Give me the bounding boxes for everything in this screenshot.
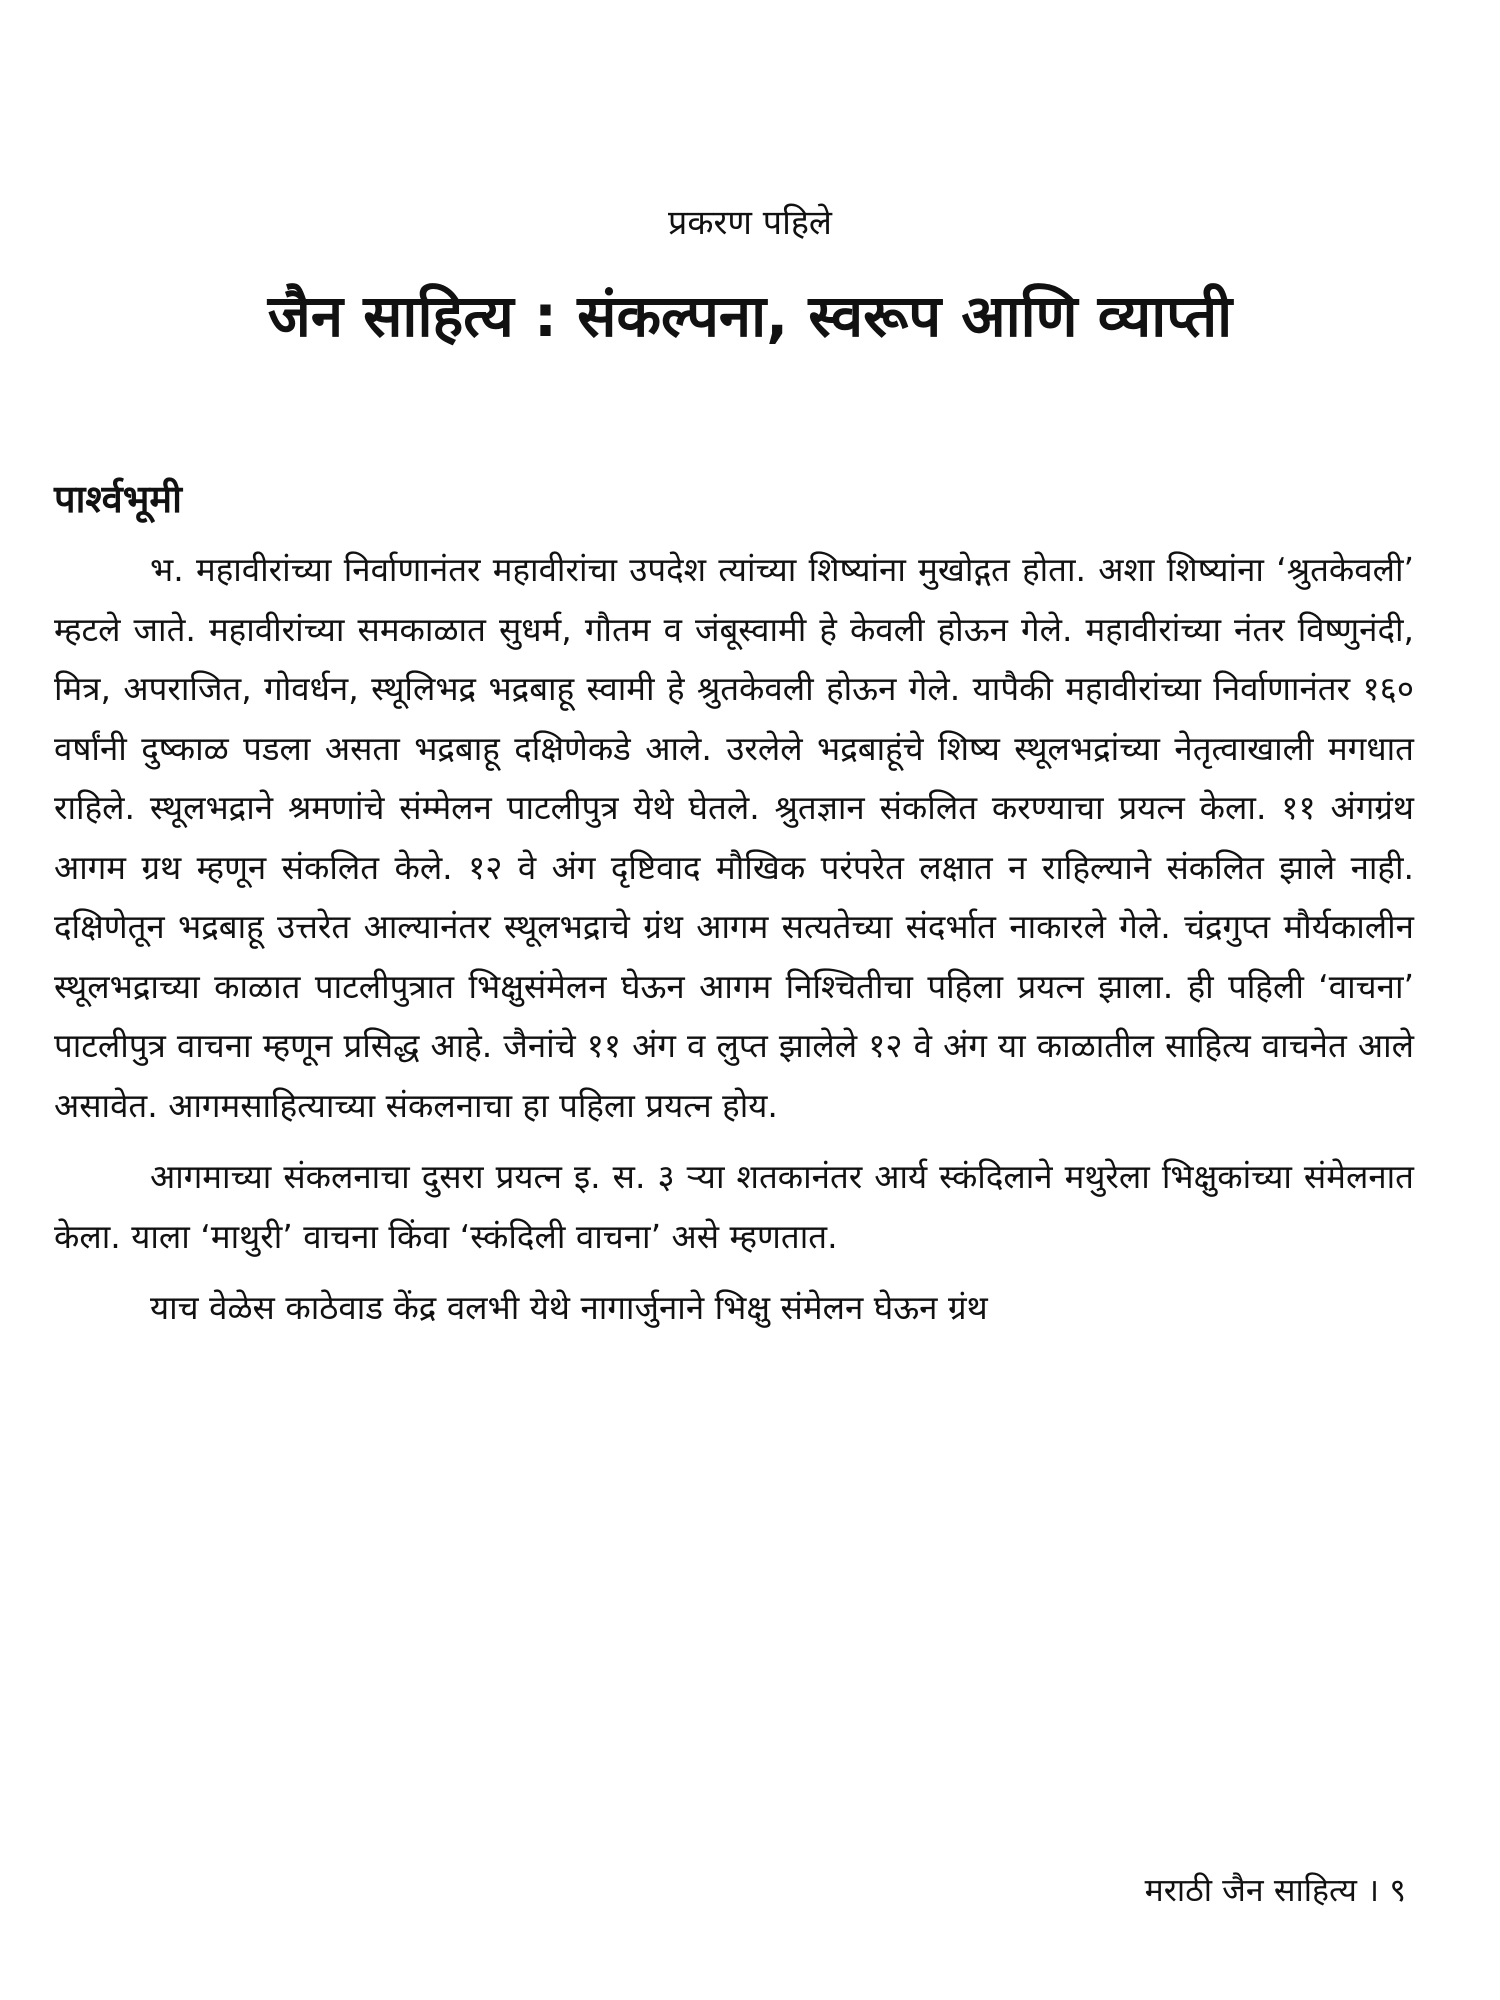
chapter-title: जैन साहित्य : संकल्पना, स्वरूप आणि व्याप्ती (267, 282, 1233, 350)
body-text (54, 540, 1414, 1338)
paragraph-1: भ. महावीरांच्या निर्वाणानंतर महावीरांचा उपदेश त्यांच्या शिष्यांना मुखोद्गत होता. अशा शिष्यांना ‘श्रुतकेवली’ म्हटले जाते. महावीरांच्या समकाळात सुधर्म, गौतम व जंबूस्वामी हे केवली होऊन गेले. महावीरांच्या नंतर विष्णुनंदी, मित्र, अपराजित, गोवर्धन, स्थूलिभद्र भद्रबाहू स्वामी हे श्रुतकेवली होऊन गेले. यापैकी महावीरांच्या निर्वाणानंतर १६० वर्षांनी दुष्काळ पडला असता भद्रबाहू दक्षिणेकडे आले. उरलेले भद्रबाहूंचे शिष्य स्थूलभद्रांच्या नेतृत्वाखाली मगधात राहिले. स्थूलभद्राने श्रमणांचे संम्मेलन पाटलीपुत्र येथे घेतले. श्रुतज्ञान संकलित करण्याचा प्रयत्न केला. ११ अंगग्रंथ आगम ग्रथ म्हणून संकलित केले. १२ वे अंग दृष्टिवाद मौखिक परंपरेत लक्षात न राहिल्याने संकलित झाले नाही. दक्षिणेतून भद्रबाहू उत्तरेत आल्यानंतर स्थूलभद्राचे ग्रंथ आगम सत्यतेच्या संदर्भात नाकारले गेले. चंद्रगुप्त मौर्यकालीन स्थूलभद्राच्या काळात पाटलीपुत्रात भिक्षुसंमेलन घेऊन आगम निश्चितीचा पहिला प्रयत्न झाला. ही पहिली ‘वाचना’ पाटलीपुत्र वाचना म्हणून प्रसिद्ध आहे. जैनांचे ११ अंग व लुप्त झालेले १२ वे अंग या काळातील साहित्य वाचनेत आले असावेत. आगमसाहित्याच्या संकलनाचा हा पहिला प्रयत्न होय. (54, 550, 1414, 1125)
chapter-label: प्रकरण पहिले (668, 203, 832, 243)
paragraph-3: याच वेळेस काठेवाड केंद्र वलभी येथे नागार्जुनाने भिक्षु संमेलन घेऊन ग्रंथ (150, 1288, 988, 1327)
page-footer: मराठी जैन साहित्य । ९ (1144, 1871, 1406, 1909)
section-heading: पार्श्वभूमी (54, 477, 182, 521)
paragraph-2: आगमाच्या संकलनाचा दुसरा प्रयत्न इ. स. ३ ऱ्या शतकानंतर आर्य स्कंदिलाने मथुरेला भिक्षुकांच्या संमेलनात केला. याला ‘माथुरी’ वाचना किंवा ‘स्कंदिली वाचना’ असे म्हणतात. (54, 1157, 1414, 1256)
